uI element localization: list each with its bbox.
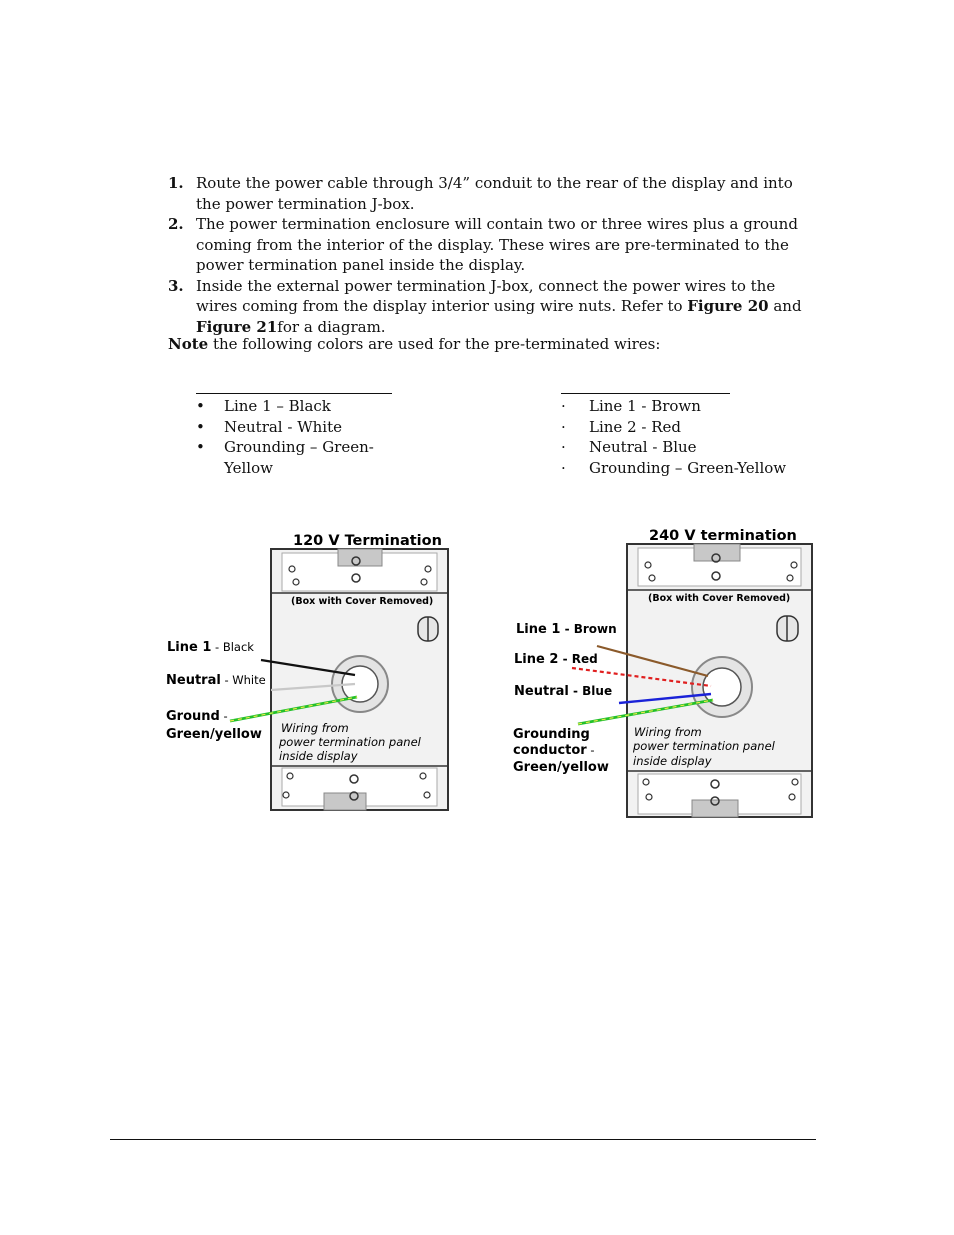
- figure-20-reference: Figure 20: [687, 297, 769, 315]
- bullet-icon: ·: [561, 397, 566, 415]
- bullet-icon: ·: [561, 417, 566, 436]
- jbox-bottom-tab: [692, 800, 738, 817]
- list-item: • Line 1 – Black: [196, 397, 331, 415]
- diagram-240v-termination: [508, 520, 818, 822]
- step-text-end: for a diagram.: [277, 317, 386, 336]
- wiring-note-line: Wiring from: [634, 725, 702, 739]
- bullet-icon: ·: [561, 458, 566, 477]
- label-ground-conductor: conductor -: [513, 743, 595, 758]
- step-number: 3.: [168, 276, 184, 295]
- jbox-bottom-tab: [324, 793, 366, 810]
- label-ground: Grounding: [513, 727, 590, 742]
- bullet-icon: •: [196, 397, 205, 415]
- footer-rule: [110, 1139, 816, 1140]
- note-label: Note: [168, 335, 209, 353]
- diagram-title: 240 V termination: [649, 528, 797, 544]
- diagram-title: 120 V Termination: [293, 533, 442, 549]
- step-text: Inside the external power termination J-box, connect the power wires to the wires coming from the display interior using wire nuts. Refer to: [196, 276, 776, 315]
- wiring-note-line: inside display: [279, 749, 358, 763]
- step-text-mid: and: [768, 297, 802, 315]
- list-item: • Neutral - White: [196, 417, 342, 436]
- bullet-icon: ·: [561, 438, 566, 456]
- wiring-note-line: power termination panel: [633, 739, 775, 753]
- installation-steps: [168, 173, 818, 337]
- list-120v-colors: [196, 393, 396, 478]
- step-number: 2.: [168, 215, 184, 233]
- step-3: [168, 276, 818, 338]
- note-text: the following colors are used for the pre-terminated wires:: [208, 335, 661, 353]
- figure-21-reference: Figure 21: [196, 317, 278, 336]
- list-240v-colors: [561, 393, 801, 478]
- label-line2: Line 2 - Red: [514, 652, 598, 667]
- heading-rule: [196, 393, 392, 394]
- step-text: The power termination enclosure will contain two or three wires plus a ground coming from the interior of the display. These wires are pre-terminated to the power termination panel inside the display.: [196, 215, 798, 274]
- label-line1: Line 1 - Black: [167, 640, 254, 655]
- diagram-120v-termination: [160, 525, 460, 820]
- heading-rule: [561, 393, 730, 394]
- cover-note: (Box with Cover Removed): [648, 593, 791, 604]
- bullet-icon: •: [196, 417, 205, 436]
- wiring-note-line: Wiring from: [281, 721, 349, 735]
- list-item: · Line 1 - Brown: [561, 397, 701, 415]
- cover-note: (Box with Cover Removed): [291, 596, 434, 607]
- label-ground: Ground -: [166, 709, 228, 724]
- list-item: • Grounding – Green-Yellow: [196, 438, 374, 477]
- label-ground-color: Green/yellow: [166, 727, 262, 742]
- wiring-note-line: power termination panel: [279, 735, 421, 749]
- label-line1: Line 1 - Brown: [516, 622, 617, 637]
- jbox-top-tab: [694, 544, 740, 561]
- bullet-icon: •: [196, 438, 205, 456]
- step-number: 1.: [168, 174, 184, 192]
- label-ground-color: Green/yellow: [513, 760, 609, 775]
- list-item: · Line 2 - Red: [561, 417, 681, 436]
- list-item: · Grounding – Green-Yellow: [561, 458, 787, 477]
- step-text: Route the power cable through 3/4” conduit to the rear of the display and into the power termination J-box.: [196, 174, 793, 213]
- step-1: [168, 173, 818, 214]
- label-neutral: Neutral - Blue: [514, 684, 613, 699]
- note-paragraph: [168, 334, 660, 354]
- label-neutral: Neutral - White: [166, 673, 266, 688]
- wiring-note-line: inside display: [633, 754, 712, 768]
- step-2: [168, 214, 818, 276]
- list-item: · Neutral - Blue: [561, 438, 697, 456]
